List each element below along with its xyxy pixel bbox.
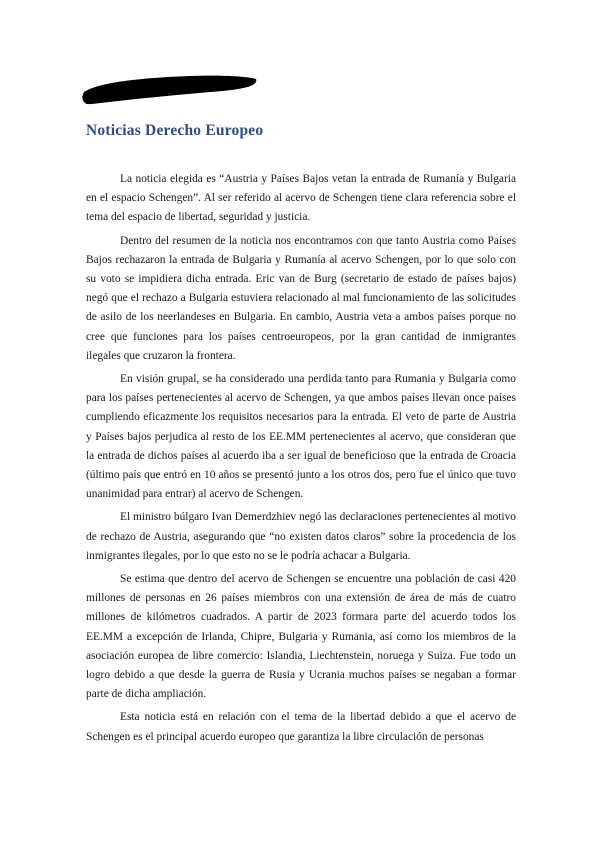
document-title: Noticias Derecho Europeo (86, 122, 264, 139)
paragraph-4: El ministro búlgaro Ivan Demerdzhiev negó las declaraciones pertenecientes al motivo de rechazo de Austria, asegurando que “no existen datos claros” sobre la procedencia de los inmigrantes ilegales, por lo que esto no se le podría achacar a Bulgaria. (86, 511, 516, 562)
paragraph-5: Se estima que dentro del acervo de Schengen se encuentre una población de casi 420 millones de personas en 26 países miembros con una extensión de área de más de cuatro millones de kilómetros cuadrados. A partir de 2023 formara parte del acuerdo todos los EE.MM a excepción de Irlanda, Chipre, Bulgaria y Rumania, así como los miembros de la asociación europea de libre comercio: Islandia, Liechtenstein, noruega y Suiza. Fue todo un logro debido a que desde la guerra de Rusia y Ucrania muchos países se negaban a formar parte de dicha ampliación. (86, 573, 516, 701)
paragraph-3: En visión grupal, se ha considerado una perdida tanto para Rumania y Bulgaria como para los países pertenecientes al acervo de Schengen, ya que ambos países llevan once países cumpliendo eficazmente los requisitos necesarios para la entrada. El veto de parte de Austria y Países bajos perjudica al resto de los EE.MM pertenecientes al acervo, que consideran que la entrada de dichos países al acuerdo iba a ser igual de beneficioso que la entrada de Croacia (último país que entró en 10 años se presentó junto a los otros dos, pero fue el único que tuvo unanimidad para entrar) al acervo de Schengen. (86, 373, 516, 501)
paragraph-2: Dentro del resumen de la noticia nos encontramos con que tanto Austria como Países Bajos rechazaron la entrada de Bulgaria y Rumanía al acervo Schengen, por lo que solo con su voto se impidiera dicha entrada. Eric van de Burg (secretario de estado de países bajos) negó que el rechazo a Bulgaria estuviera relacionado al mal funcionamiento de las solicitudes de asilo de los neerlandeses en Bulgaria. En cambio, Austria veta a ambos países porque no cree que funciones para los países centroeuropeos, por la gran cantidad de inmigrantes ilegales que cruzaron la frontera. (86, 234, 516, 362)
paragraph-6: Esta noticia está en relación con el tema de la libertad debido a que el acervo de Schengen es el principal acuerdo europeo que garantiza la libre circulación de personas (86, 711, 516, 743)
paragraph-1: La noticia elegida es “Austria y Países Bajos vetan la entrada de Rumanía y Bulgaria en el espacio Schengen”. Al ser referido al acervo de Schengen tiene clara referencia sobre el tema del espacio de libertad, seguridad y justicia. (86, 173, 516, 224)
redaction-mark (80, 70, 260, 108)
document-body (86, 170, 516, 751)
